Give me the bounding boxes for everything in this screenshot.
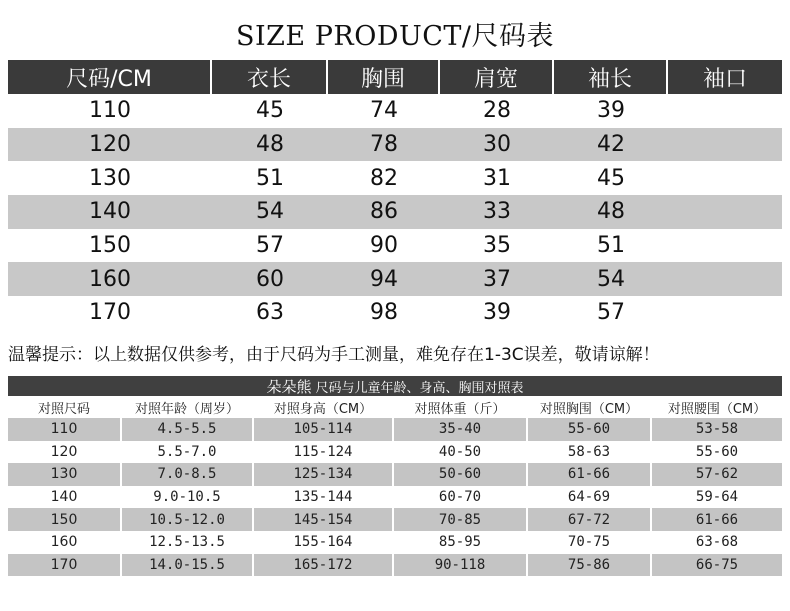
table-cell: 35 — [483, 233, 511, 259]
header-cell: 衣长 — [212, 60, 328, 94]
table-row — [8, 554, 782, 577]
table-cell: 51 — [256, 165, 284, 191]
header-cell: 对照体重（斤） — [394, 396, 528, 418]
table-row — [8, 94, 782, 128]
table-cell: 160 — [89, 266, 131, 292]
title-english: SIZE PRODUCT — [235, 21, 462, 52]
table-row — [8, 486, 782, 509]
table-cell: 45 — [256, 98, 284, 124]
table-cell — [668, 296, 782, 330]
table-cell: 150 — [89, 233, 131, 259]
table-cell: 64-69 — [528, 486, 652, 509]
table-cell: 57-62 — [695, 466, 739, 483]
table-cell — [668, 128, 782, 162]
table-cell — [668, 229, 782, 263]
table-cell: 165-172 — [254, 554, 394, 577]
table-cell: 5.5-7.0 — [122, 441, 254, 464]
table-cell: 45 — [597, 165, 625, 191]
table-cell: 170 — [8, 554, 122, 577]
table-cell: 57 — [256, 233, 284, 259]
table-row — [8, 508, 782, 531]
table-cell — [668, 195, 782, 229]
size-table — [8, 60, 782, 330]
header-cell: 对照年龄（周岁） — [122, 396, 254, 418]
table-cell: 63-68 — [695, 534, 739, 551]
table-cell: 39 — [597, 98, 625, 124]
table-cell: 135-144 — [254, 486, 394, 509]
table-cell: 54 — [256, 199, 284, 225]
size-table-body — [8, 94, 782, 330]
table-cell: 60-70 — [394, 486, 528, 509]
table-cell: 70-85 — [394, 508, 528, 531]
table-cell: 110 — [89, 98, 131, 124]
header-cell: 尺码/CM — [8, 60, 212, 94]
table-cell — [668, 94, 782, 128]
table-row — [8, 128, 782, 162]
table-cell: 48 — [256, 132, 284, 158]
brand-name: 朵朵熊 — [266, 377, 312, 396]
table-row — [8, 229, 782, 263]
table-cell: 50-60 — [394, 463, 528, 486]
table-cell: 59-64 — [695, 489, 739, 506]
table-cell: 86 — [370, 199, 398, 225]
table-cell: 7.0-8.5 — [122, 463, 254, 486]
table-cell: 140 — [8, 486, 122, 509]
header-cell: 对照腰围（CM） — [667, 401, 767, 417]
table-cell: 12.5-13.5 — [122, 531, 254, 554]
table-cell: 98 — [370, 300, 398, 326]
header-cell: 袖长 — [554, 60, 668, 94]
table-cell — [668, 161, 782, 195]
table-cell: 140 — [89, 199, 131, 225]
table-cell: 39 — [483, 300, 511, 326]
table-row — [8, 296, 782, 330]
header-cell: 对照身高（CM） — [254, 396, 394, 418]
table-cell: 94 — [370, 266, 398, 292]
header-cell: 对照胸围（CM） — [528, 396, 652, 418]
table-row — [8, 441, 782, 464]
size-table-header — [8, 60, 782, 94]
table-row — [8, 195, 782, 229]
table-cell: 120 — [8, 441, 122, 464]
table-cell: 170 — [89, 300, 131, 326]
table-cell: 14.0-15.5 — [122, 554, 254, 577]
table-cell: 10.5-12.0 — [122, 508, 254, 531]
table-cell: 9.0-10.5 — [122, 486, 254, 509]
table-cell: 35-40 — [394, 418, 528, 441]
table-cell: 55-60 — [528, 418, 652, 441]
caption-text: 尺码与儿童年龄、身高、胸围对照表 — [315, 380, 524, 396]
header-cell: 对照尺码 — [8, 396, 122, 418]
table-cell: 55-60 — [695, 443, 739, 460]
table-cell: 75-86 — [528, 554, 652, 577]
table-cell: 110 — [8, 418, 122, 441]
header-cell: 胸围 — [328, 60, 440, 94]
header-cell: 肩宽 — [440, 60, 554, 94]
table-row — [8, 262, 782, 296]
table-cell: 54 — [597, 266, 625, 292]
table-cell: 51 — [597, 233, 625, 259]
table-cell: 130 — [8, 463, 122, 486]
table-cell: 82 — [370, 165, 398, 191]
reference-table-body — [8, 418, 782, 576]
table-cell: 53-58 — [695, 421, 739, 438]
table-cell: 33 — [483, 199, 511, 225]
disclaimer-note: 温馨提示：以上数据仅供参考，由于尺码为手工测量，难免存在1-3C误差，敬请谅解！ — [8, 345, 660, 365]
table-cell: 160 — [8, 531, 122, 554]
table-cell: 74 — [370, 98, 398, 124]
table-cell: 48 — [597, 199, 625, 225]
table-cell: 120 — [89, 132, 131, 158]
table-cell: 130 — [89, 165, 131, 191]
title-chinese: /尺码表 — [461, 21, 555, 52]
table-cell: 40-50 — [394, 441, 528, 464]
table-cell: 57 — [597, 300, 625, 326]
table-cell: 115-124 — [254, 441, 394, 464]
table-cell: 90-118 — [394, 554, 528, 577]
table-cell: 67-72 — [528, 508, 652, 531]
table-cell: 66-75 — [695, 556, 739, 573]
reference-table-header — [8, 396, 782, 418]
table-cell: 85-95 — [394, 531, 528, 554]
table-cell: 28 — [483, 98, 511, 124]
table-cell: 105-114 — [254, 418, 394, 441]
table-row — [8, 161, 782, 195]
table-cell: 155-164 — [254, 531, 394, 554]
table-cell: 145-154 — [254, 508, 394, 531]
table-cell: 42 — [597, 132, 625, 158]
table-cell: 31 — [483, 165, 511, 191]
table-cell: 4.5-5.5 — [122, 418, 254, 441]
table-cell: 90 — [370, 233, 398, 259]
table-cell: 37 — [483, 266, 511, 292]
table-cell — [668, 262, 782, 296]
header-cell: 袖口 — [702, 66, 747, 92]
reference-table-caption — [8, 376, 782, 396]
table-cell: 30 — [483, 132, 511, 158]
table-cell: 63 — [256, 300, 284, 326]
table-cell: 125-134 — [254, 463, 394, 486]
table-cell: 61-66 — [695, 511, 739, 528]
table-cell: 78 — [370, 132, 398, 158]
page-title — [0, 14, 790, 53]
table-cell: 61-66 — [528, 463, 652, 486]
reference-table — [8, 376, 782, 582]
table-cell: 150 — [8, 508, 122, 531]
table-row — [8, 531, 782, 554]
table-row — [8, 418, 782, 441]
table-cell: 58-63 — [528, 441, 652, 464]
table-cell: 60 — [256, 266, 284, 292]
table-row — [8, 463, 782, 486]
table-cell: 70-75 — [528, 531, 652, 554]
